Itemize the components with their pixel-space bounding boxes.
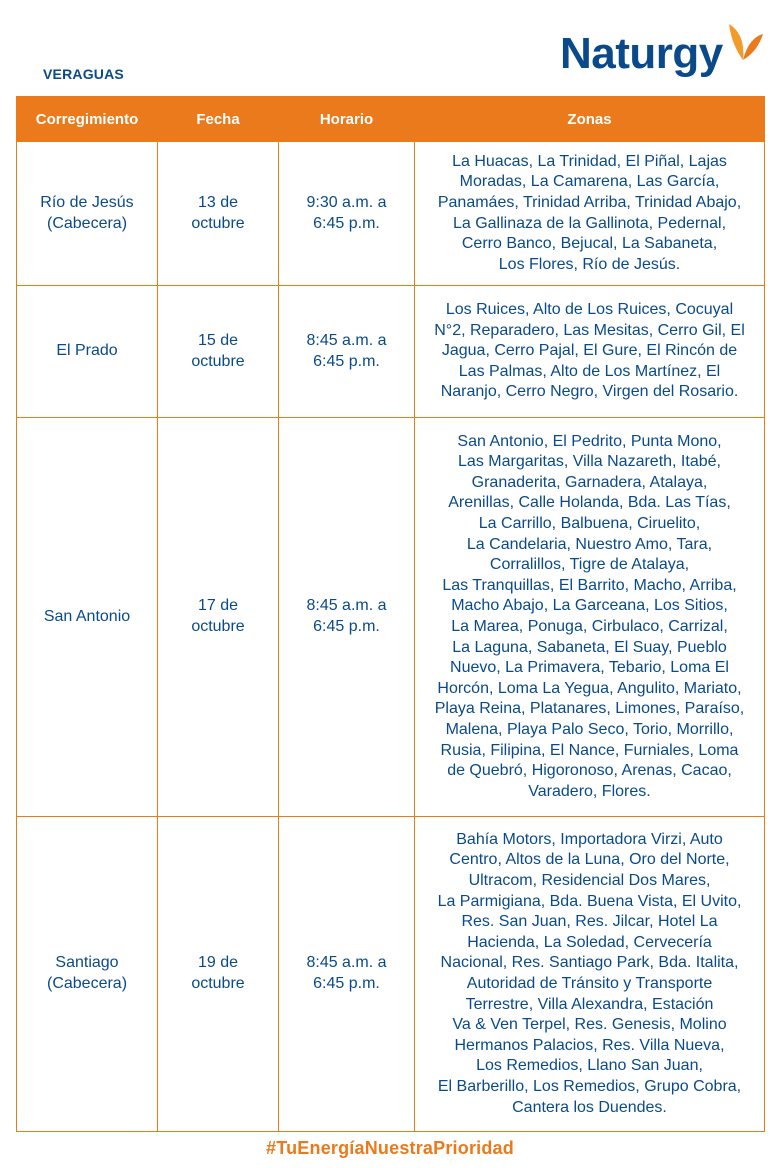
cell-fecha: 13 de octubre (158, 142, 279, 286)
table-header-row (17, 97, 765, 142)
cell-fecha: 17 de octubre (158, 418, 279, 817)
cell-zonas: San Antonio, El Pedrito, Punta Mono, Las Margaritas, Villa Nazareth, Itabé, Granaderita, Garnadera, Atalaya, Arenillas, Calle Holanda, Bda. Las Tías, La Carrillo, Balbuena, Ciruelito, La Candelaria, Nuestro Amo, Tara, Corralillos, Tigre de Atalaya, Las Tranquillas, El Barrito, Macho, Arriba, Macho Abajo, La Garceana, Los Sitios, La Marea, Ponuga, Cirbulaco, Carrizal, La Laguna, Sabaneta, El Suay, Pueblo Nuevo, La Primavera, Tebario, Loma El Horcón, Loma La Yegua, Angulito, Mariato, Playa Reina, Platanares, Limones, Paraíso, Malena, Playa Palo Seco, Torio, Morrillo, Rusia, Filipina, El Nance, Furniales, Loma de Quebró, Higoronoso, Arenas, Cacao, Varadero, Flores. (415, 418, 765, 817)
cell-corregimiento: San Antonio (17, 418, 158, 817)
cell-zonas: La Huacas, La Trinidad, El Piñal, Lajas Moradas, La Camarena, Las García, Panamáes, Trinidad Arriba, Trinidad Abajo, La Gallinaza de la Gallinota, Pedernal, Cerro Banco, Bejucal, La Sabaneta, Los Flores, Río de Jesús. (415, 142, 765, 286)
cell-corregimiento: Santiago (Cabecera) (17, 817, 158, 1132)
cell-zonas: Bahía Motors, Importadora Virzi, Auto Centro, Altos de la Luna, Oro del Norte, Ultracom, Residencial Dos Mares, La Parmigiana, Bda. Buena Vista, El Uvito, Res. San Juan, Res. Jilcar, Hotel La Hacienda, La Soledad, Cervecería Nacional, Res. Santiago Park, Bda. Italita, Autoridad de Tránsito y Transporte Terrestre, Villa Alexandra, Estación Va & Ven Terpel, Res. Genesis, Molino Hermanos Palacios, Res. Villa Nueva, Los Remedios, Llano San Juan, El Barberillo, Los Remedios, Grupo Cobra, Cantera los Duendes. (415, 817, 765, 1132)
header-zonas: Zonas (415, 97, 765, 142)
cell-horario: 8:45 a.m. a 6:45 p.m. (279, 817, 415, 1132)
header-horario: Horario (279, 97, 415, 142)
cell-horario: 8:45 a.m. a 6:45 p.m. (279, 286, 415, 418)
region-title: VERAGUAS (43, 66, 124, 82)
table-row (17, 142, 765, 286)
cell-fecha: 15 de octubre (158, 286, 279, 418)
naturgy-logo (560, 22, 765, 82)
cell-horario: 8:45 a.m. a 6:45 p.m. (279, 418, 415, 817)
footer-hashtag: #TuEnergíaNuestraPrioridad (266, 1138, 514, 1158)
cell-horario: 9:30 a.m. a 6:45 p.m. (279, 142, 415, 286)
cell-zonas: Los Ruices, Alto de Los Ruices, Cocuyal N°2, Reparadero, Las Mesitas, Cerro Gil, El Jagua, Cerro Pajal, El Gure, El Rincón de Las Palmas, Alto de Los Martínez, El Naranjo, Cerro Negro, Virgen del Rosario. (415, 286, 765, 418)
cell-fecha: 19 de octubre (158, 817, 279, 1132)
header-fecha: Fecha (158, 97, 279, 142)
logo-wordmark: Naturgy (560, 29, 723, 78)
cell-corregimiento: Río de Jesús (Cabecera) (17, 142, 158, 286)
table-row (17, 418, 765, 817)
schedule-table (16, 96, 765, 1132)
header-corregimiento: Corregimiento (17, 97, 158, 142)
cell-corregimiento: El Prado (17, 286, 158, 418)
butterfly-icon (725, 22, 765, 70)
table-row (17, 286, 765, 418)
table-row (17, 817, 765, 1132)
